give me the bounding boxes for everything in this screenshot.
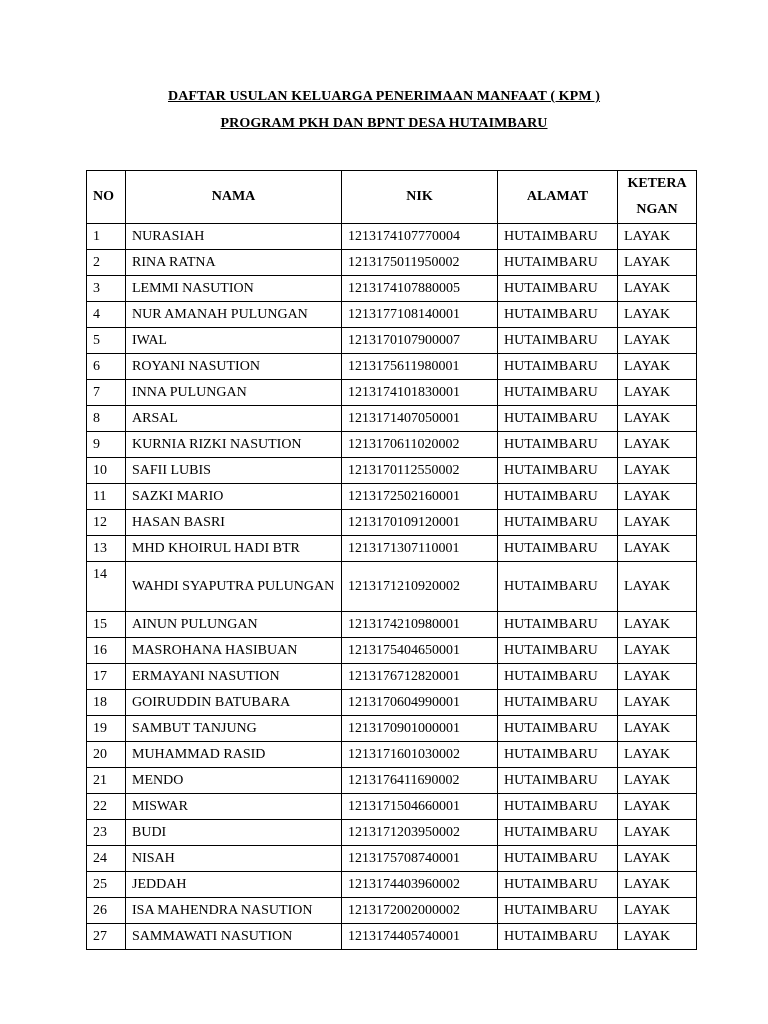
cell-nama: JEDDAH	[126, 872, 342, 898]
table-row	[87, 690, 697, 716]
cell-keterangan: LAYAK	[618, 794, 697, 820]
cell-no: 22	[87, 794, 126, 820]
cell-no: 26	[87, 898, 126, 924]
cell-alamat: HUTAIMBARU	[498, 820, 618, 846]
cell-nama: RINA RATNA	[126, 250, 342, 276]
cell-nama: MENDO	[126, 768, 342, 794]
cell-keterangan: LAYAK	[618, 664, 697, 690]
cell-alamat: HUTAIMBARU	[498, 872, 618, 898]
table-row	[87, 458, 697, 484]
cell-no: 8	[87, 406, 126, 432]
cell-nik: 1213171504660001	[342, 794, 498, 820]
document-title: DAFTAR USULAN KELUARGA PENERIMAAN MANFAAT ( KPM )	[167, 89, 601, 104]
cell-keterangan: LAYAK	[618, 406, 697, 432]
table-row	[87, 794, 697, 820]
cell-nama: MHD KHOIRUL HADI BTR	[126, 536, 342, 562]
cell-nama: WAHDI SYAPUTRA PULUNGAN	[126, 562, 342, 612]
table-row	[87, 716, 697, 742]
cell-keterangan: LAYAK	[618, 328, 697, 354]
table-row	[87, 872, 697, 898]
cell-alamat: HUTAIMBARU	[498, 510, 618, 536]
cell-keterangan: LAYAK	[618, 716, 697, 742]
cell-keterangan: LAYAK	[618, 536, 697, 562]
cell-no: 3	[87, 276, 126, 302]
cell-alamat: HUTAIMBARU	[498, 690, 618, 716]
cell-no: 2	[87, 250, 126, 276]
cell-nama: HASAN BASRI	[126, 510, 342, 536]
cell-keterangan: LAYAK	[618, 898, 697, 924]
table-row	[87, 562, 697, 612]
cell-nama: GOIRUDDIN BATUBARA	[126, 690, 342, 716]
cell-no: 5	[87, 328, 126, 354]
table-row	[87, 510, 697, 536]
kpm-table	[86, 170, 697, 950]
cell-alamat: HUTAIMBARU	[498, 250, 618, 276]
cell-keterangan: LAYAK	[618, 846, 697, 872]
cell-keterangan: LAYAK	[618, 432, 697, 458]
cell-keterangan: LAYAK	[618, 820, 697, 846]
cell-no: 27	[87, 924, 126, 950]
cell-nik: 1213174210980001	[342, 612, 498, 638]
table-row	[87, 846, 697, 872]
cell-no: 15	[87, 612, 126, 638]
cell-no: 1	[87, 224, 126, 250]
cell-alamat: HUTAIMBARU	[498, 328, 618, 354]
cell-nik: 1213174101830001	[342, 380, 498, 406]
cell-nik: 1213170604990001	[342, 690, 498, 716]
cell-alamat: HUTAIMBARU	[498, 354, 618, 380]
cell-nik: 1213177108140001	[342, 302, 498, 328]
cell-no: 16	[87, 638, 126, 664]
cell-nik: 1213175404650001	[342, 638, 498, 664]
cell-nik: 1213170901000001	[342, 716, 498, 742]
cell-alamat: HUTAIMBARU	[498, 664, 618, 690]
cell-no: 14	[87, 562, 126, 612]
cell-nik: 1213174403960002	[342, 872, 498, 898]
cell-nama: MASROHANA HASIBUAN	[126, 638, 342, 664]
cell-keterangan: LAYAK	[618, 276, 697, 302]
cell-no: 13	[87, 536, 126, 562]
table-row	[87, 924, 697, 950]
cell-nik: 1213176411690002	[342, 768, 498, 794]
cell-keterangan: LAYAK	[618, 924, 697, 950]
cell-no: 12	[87, 510, 126, 536]
cell-keterangan: LAYAK	[618, 510, 697, 536]
table-row	[87, 742, 697, 768]
cell-keterangan: LAYAK	[618, 562, 697, 612]
cell-keterangan: LAYAK	[618, 638, 697, 664]
cell-nama: SAZKI MARIO	[126, 484, 342, 510]
cell-alamat: HUTAIMBARU	[498, 898, 618, 924]
cell-alamat: HUTAIMBARU	[498, 380, 618, 406]
table-row	[87, 536, 697, 562]
cell-alamat: HUTAIMBARU	[498, 846, 618, 872]
table-row	[87, 820, 697, 846]
cell-no: 7	[87, 380, 126, 406]
cell-keterangan: LAYAK	[618, 302, 697, 328]
cell-no: 24	[87, 846, 126, 872]
cell-nama: SAFII LUBIS	[126, 458, 342, 484]
cell-nama: NURASIAH	[126, 224, 342, 250]
cell-no: 23	[87, 820, 126, 846]
cell-alamat: HUTAIMBARU	[498, 562, 618, 612]
cell-nama: INNA PULUNGAN	[126, 380, 342, 406]
cell-nik: 1213174107880005	[342, 276, 498, 302]
cell-keterangan: LAYAK	[618, 224, 697, 250]
table-row	[87, 664, 697, 690]
cell-alamat: HUTAIMBARU	[498, 484, 618, 510]
cell-nama: BUDI	[126, 820, 342, 846]
cell-alamat: HUTAIMBARU	[498, 458, 618, 484]
cell-no: 6	[87, 354, 126, 380]
cell-keterangan: LAYAK	[618, 690, 697, 716]
cell-nama: AINUN PULUNGAN	[126, 612, 342, 638]
cell-nama: ERMAYANI NASUTION	[126, 664, 342, 690]
cell-nama: NUR AMANAH PULUNGAN	[126, 302, 342, 328]
header-keterangan-line2: NGAN	[636, 202, 678, 217]
cell-keterangan: LAYAK	[618, 458, 697, 484]
cell-nik: 1213174107770004	[342, 224, 498, 250]
cell-no: 11	[87, 484, 126, 510]
cell-keterangan: LAYAK	[618, 354, 697, 380]
header-keterangan	[618, 171, 697, 224]
cell-alamat: HUTAIMBARU	[498, 536, 618, 562]
table-row	[87, 276, 697, 302]
table-row	[87, 612, 697, 638]
cell-alamat: HUTAIMBARU	[498, 224, 618, 250]
cell-keterangan: LAYAK	[618, 250, 697, 276]
table-row	[87, 406, 697, 432]
table-row	[87, 224, 697, 250]
cell-keterangan: LAYAK	[618, 380, 697, 406]
table-row	[87, 302, 697, 328]
table-row	[87, 380, 697, 406]
cell-nik: 1213170611020002	[342, 432, 498, 458]
cell-nama: ROYANI NASUTION	[126, 354, 342, 380]
cell-no: 19	[87, 716, 126, 742]
cell-nik: 1213171203950002	[342, 820, 498, 846]
cell-nama: MUHAMMAD RASID	[126, 742, 342, 768]
table-row	[87, 768, 697, 794]
cell-nik: 1213172002000002	[342, 898, 498, 924]
cell-keterangan: LAYAK	[618, 872, 697, 898]
cell-nik: 1213175011950002	[342, 250, 498, 276]
cell-alamat: HUTAIMBARU	[498, 638, 618, 664]
cell-alamat: HUTAIMBARU	[498, 432, 618, 458]
cell-alamat: HUTAIMBARU	[498, 716, 618, 742]
cell-nama: SAMBUT TANJUNG	[126, 716, 342, 742]
cell-nik: 1213170112550002	[342, 458, 498, 484]
cell-nik: 1213171407050001	[342, 406, 498, 432]
cell-no: 18	[87, 690, 126, 716]
cell-nama: LEMMI NASUTION	[126, 276, 342, 302]
cell-nama: MISWAR	[126, 794, 342, 820]
cell-no: 9	[87, 432, 126, 458]
cell-alamat: HUTAIMBARU	[498, 406, 618, 432]
cell-alamat: HUTAIMBARU	[498, 794, 618, 820]
table-row	[87, 898, 697, 924]
cell-alamat: HUTAIMBARU	[498, 276, 618, 302]
table-row	[87, 328, 697, 354]
table-row	[87, 484, 697, 510]
cell-nama: IWAL	[126, 328, 342, 354]
table-row	[87, 638, 697, 664]
document-subtitle: PROGRAM PKH DAN BPNT DESA HUTAIMBARU	[220, 116, 548, 131]
table-body	[87, 224, 697, 950]
cell-nama: ISA MAHENDRA NASUTION	[126, 898, 342, 924]
cell-no: 20	[87, 742, 126, 768]
cell-nik: 1213171210920002	[342, 562, 498, 612]
cell-no: 17	[87, 664, 126, 690]
table-row	[87, 432, 697, 458]
cell-alamat: HUTAIMBARU	[498, 612, 618, 638]
cell-nik: 1213172502160001	[342, 484, 498, 510]
cell-keterangan: LAYAK	[618, 742, 697, 768]
cell-nik: 1213170107900007	[342, 328, 498, 354]
cell-nik: 1213171307110001	[342, 536, 498, 562]
header-nik: NIK	[342, 171, 498, 224]
cell-nama: KURNIA RIZKI NASUTION	[126, 432, 342, 458]
cell-alamat: HUTAIMBARU	[498, 768, 618, 794]
cell-nik: 1213175708740001	[342, 846, 498, 872]
cell-nik: 1213175611980001	[342, 354, 498, 380]
header-no: NO	[87, 171, 126, 224]
cell-no: 4	[87, 302, 126, 328]
cell-no: 25	[87, 872, 126, 898]
header-keterangan-line1: KETERA	[627, 176, 687, 191]
cell-nik: 1213170109120001	[342, 510, 498, 536]
cell-nik: 1213176712820001	[342, 664, 498, 690]
table-row	[87, 354, 697, 380]
cell-keterangan: LAYAK	[618, 612, 697, 638]
cell-nik: 1213174405740001	[342, 924, 498, 950]
table-row	[87, 250, 697, 276]
cell-alamat: HUTAIMBARU	[498, 924, 618, 950]
cell-keterangan: LAYAK	[618, 484, 697, 510]
cell-alamat: HUTAIMBARU	[498, 302, 618, 328]
cell-nama: ARSAL	[126, 406, 342, 432]
cell-keterangan: LAYAK	[618, 768, 697, 794]
cell-no: 10	[87, 458, 126, 484]
header-nama: NAMA	[126, 171, 342, 224]
cell-nama: SAMMAWATI NASUTION	[126, 924, 342, 950]
cell-nik: 1213171601030002	[342, 742, 498, 768]
cell-no: 21	[87, 768, 126, 794]
header-alamat: ALAMAT	[498, 171, 618, 224]
cell-nama: NISAH	[126, 846, 342, 872]
cell-alamat: HUTAIMBARU	[498, 742, 618, 768]
table-header-row	[87, 171, 697, 224]
